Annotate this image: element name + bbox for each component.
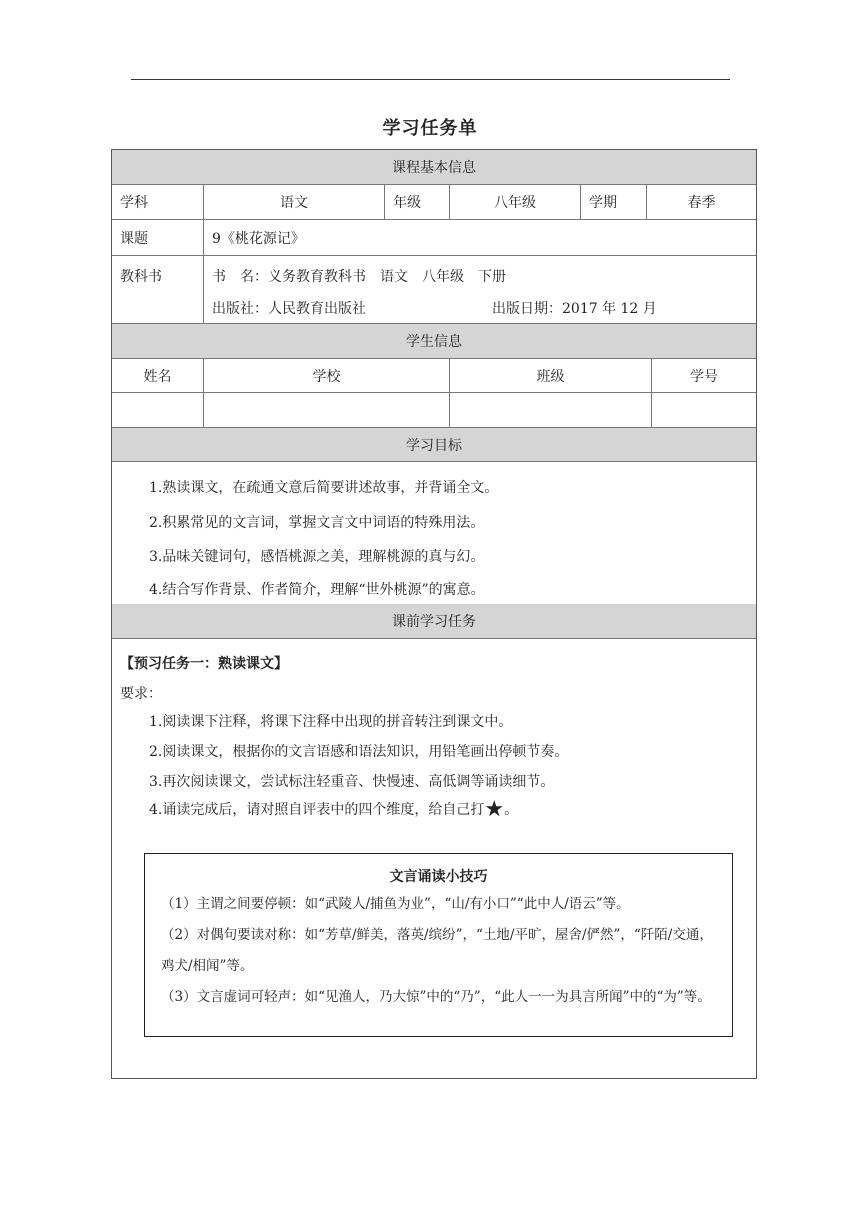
term-value: 春季 [647, 185, 756, 220]
reading-tips-box [144, 853, 733, 1037]
student-class-header: 班级 [450, 359, 652, 393]
publisher-line: 出版社：人民教育出版社 [212, 301, 366, 317]
reading-tips-title: 文言诵读小技巧 [389, 869, 488, 885]
section-pre-class-tasks: 课前学习任务 [112, 604, 756, 639]
grade-value: 八年级 [450, 185, 581, 220]
pre-class-task-body [112, 639, 756, 1079]
learning-goals-list [112, 462, 756, 605]
student-name-header: 姓名 [112, 359, 204, 393]
goal-item: 2.积累常见的文言词，掌握文言文中词语的特殊用法。 [149, 515, 485, 531]
topic-label: 课题 [112, 220, 204, 256]
reading-tip-item: （1）主谓之间要停顿：如“武陵人/捕鱼为业”，“山/有小口”“此中人/语云”等。 [161, 896, 630, 912]
star-icon: ★ [484, 797, 505, 822]
reading-tip-item: （3）文言虚词可轻声：如“见渔人，乃大惊”中的“乃”，“此人一一为具言所闻”中的“为”等。 [161, 989, 711, 1005]
section-learning-goals: 学习目标 [112, 428, 756, 462]
student-name-field[interactable] [112, 393, 204, 428]
student-id-field[interactable] [652, 393, 756, 428]
preview-task-title: 【预习任务一：熟读课文】 [120, 656, 288, 672]
topic-value: 9《桃花源记》 [204, 220, 756, 256]
student-class-field[interactable] [450, 393, 652, 428]
requirement-item: 2.阅读课文，根据你的文言语感和语法知识，用铅笔画出停顿节奏。 [149, 744, 569, 760]
publish-date-line: 出版日期：2017 年 12 月 [492, 301, 657, 317]
textbook-title-line: 书 名：义务教育教科书 语文 八年级 下册 [212, 269, 506, 285]
student-id-header: 学号 [652, 359, 756, 393]
goal-item: 4.结合写作背景、作者简介，理解“世外桃源”的寓意。 [149, 582, 485, 598]
section-student-info: 学生信息 [112, 324, 756, 359]
student-school-field[interactable] [204, 393, 450, 428]
requirement-item: 1.阅读课下注释，将课下注释中出现的拼音转注到课文中。 [149, 714, 513, 730]
requirements-label: 要求： [120, 686, 162, 702]
document-title: 学习任务单 [382, 118, 478, 139]
requirement-item-self-rating [149, 799, 518, 821]
task-sheet-table [111, 149, 757, 1079]
reading-tip-item: （2）对偶句要读对称：如“芳草/鲜美，落英/缤纷”，“土地/平旷，屋舍/俨然”，“阡陌/交通，鸡犬/相闻”等。 [161, 927, 713, 974]
textbook-label: 教科书 [112, 256, 204, 324]
requirement-item-suffix: 。 [504, 802, 519, 818]
goal-item: 1.熟读课文，在疏通文意后简要讲述故事，并背诵全文。 [149, 480, 499, 496]
student-school-header: 学校 [204, 359, 450, 393]
term-label: 学期 [581, 185, 647, 220]
subject-label: 学科 [112, 185, 204, 220]
requirement-item: 3.再次阅读课文，尝试标注轻重音、快慢速、高低调等诵读细节。 [149, 774, 555, 790]
subject-value: 语文 [204, 185, 385, 220]
header-rule [131, 79, 730, 80]
requirement-item-text: 4.诵读完成后，请对照自评表中的四个维度，给自己打 [149, 802, 485, 818]
grade-label: 年级 [385, 185, 450, 220]
textbook-details [204, 256, 756, 324]
section-course-info: 课程基本信息 [112, 150, 756, 185]
goal-item: 3.品味关键词句，感悟桃源之美，理解桃源的真与幻。 [149, 549, 485, 565]
